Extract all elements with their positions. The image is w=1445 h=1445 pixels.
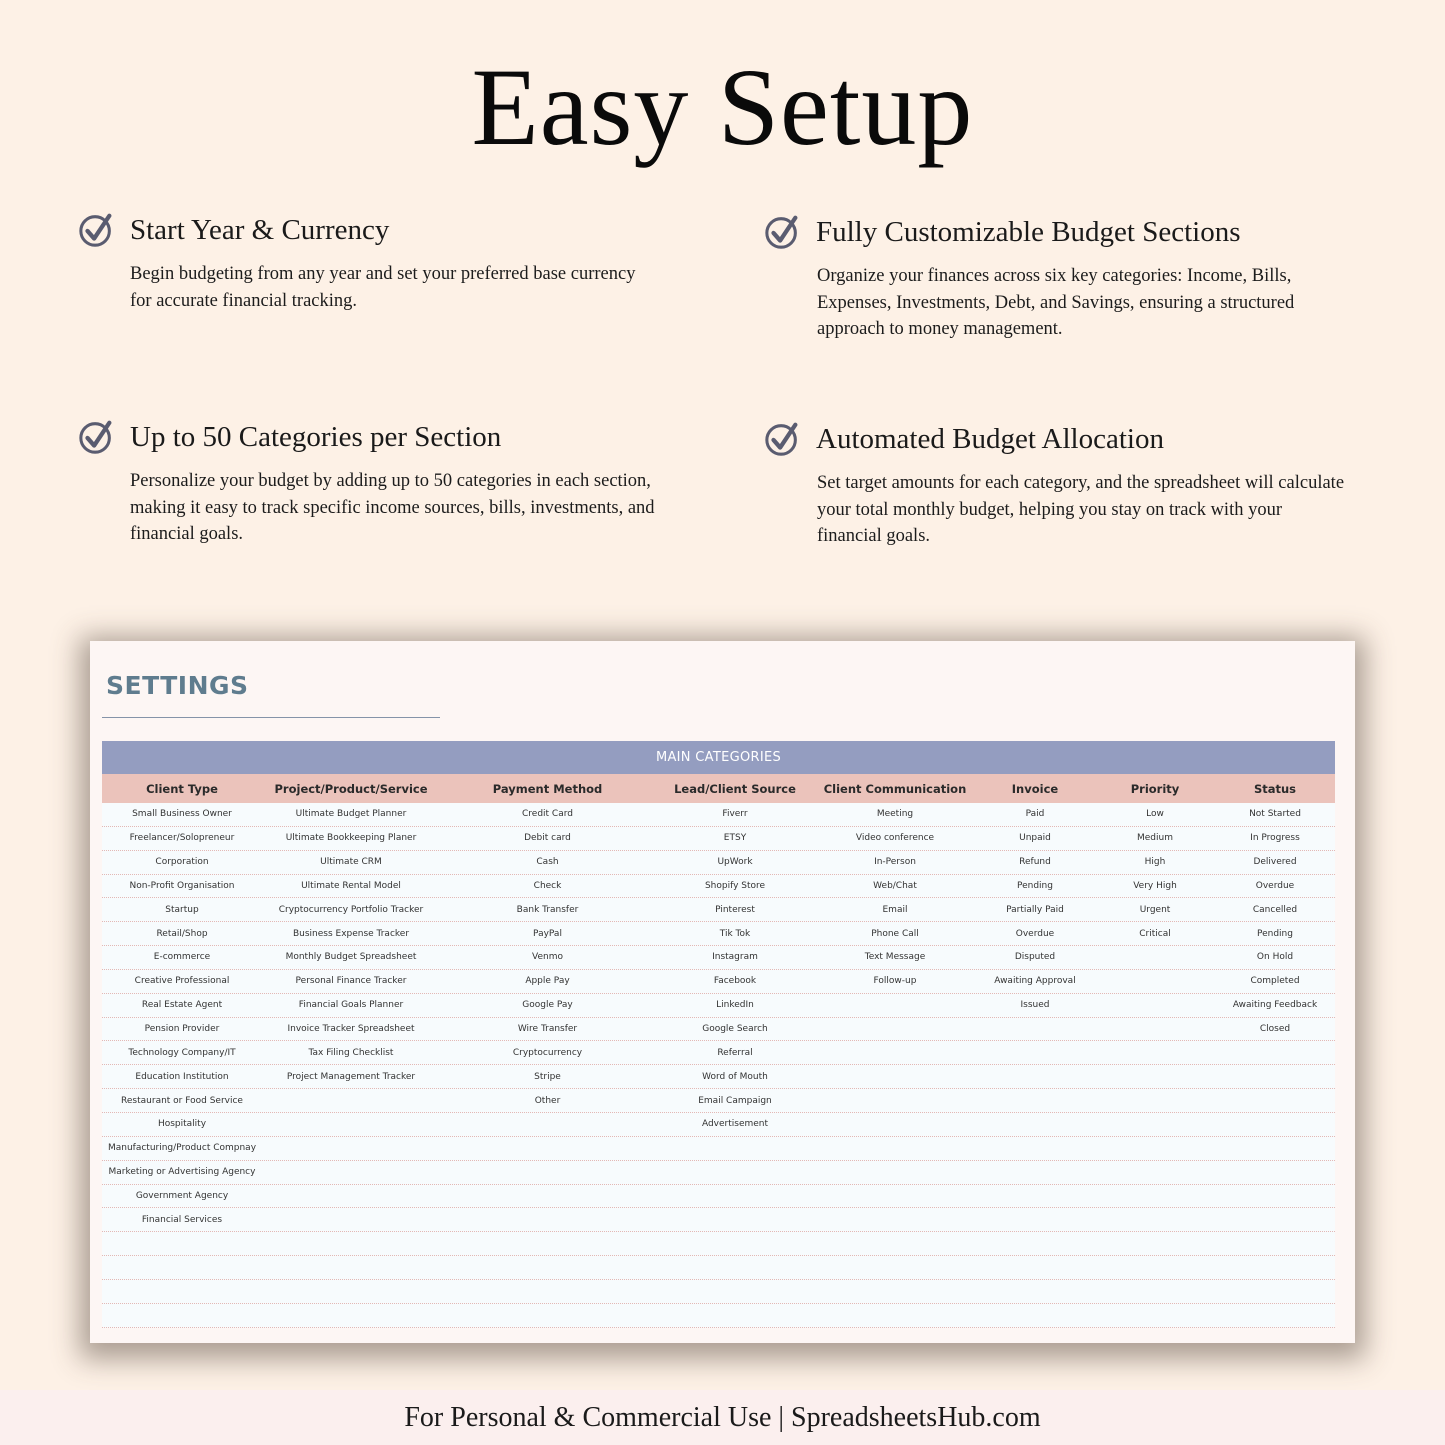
table-row [102, 1161, 1335, 1185]
table-cell[interactable]: In-Person [874, 857, 916, 868]
table-cell[interactable]: Tax Filing Checklist [308, 1047, 394, 1058]
table-row [102, 1041, 1335, 1065]
table-cell[interactable]: Cash [536, 857, 559, 868]
main-categories-header: MAIN CATEGORIES [102, 741, 1335, 774]
table-row [102, 1018, 1335, 1042]
table-row [102, 1208, 1335, 1232]
settings-sheet [90, 641, 1355, 1343]
table-cell[interactable]: Check [533, 880, 562, 891]
table-cell[interactable]: Completed [1250, 976, 1300, 987]
table-row [102, 1256, 1335, 1280]
table-cell[interactable]: Paid [1025, 809, 1045, 820]
table-cell[interactable]: Overdue [1015, 928, 1055, 939]
table-cell[interactable]: Referral [717, 1047, 753, 1058]
table-cell[interactable]: Shopify Store [704, 880, 766, 891]
table-row [102, 1137, 1335, 1161]
table-cell[interactable]: Ultimate Bookkeeping Planer [285, 833, 417, 844]
footer: For Personal & Commercial Use | SpreadsheetsHub.com [0, 1390, 1445, 1445]
table-cell[interactable]: Refund [1019, 857, 1051, 868]
table-cell[interactable]: High [1144, 857, 1166, 868]
table-cell[interactable]: Business Expense Tracker [292, 928, 410, 939]
feature-title: Start Year & Currency [130, 213, 390, 246]
table-cell[interactable]: Email Campaign [698, 1095, 772, 1106]
table-cell[interactable]: Text Message [864, 952, 926, 963]
settings-title: SETTINGS [106, 671, 249, 700]
table-cell[interactable]: Overdue [1255, 880, 1295, 891]
table-cell[interactable]: Word of Mouth [702, 1071, 768, 1082]
table-cell[interactable]: Stripe [534, 1071, 561, 1082]
categories-table [102, 741, 1335, 1328]
table-cell[interactable]: Small Business Owner [132, 809, 232, 820]
table-cell[interactable]: Hospitality [157, 1119, 207, 1130]
table-cell[interactable]: Closed [1259, 1024, 1291, 1035]
table-row [102, 875, 1335, 899]
table-row [102, 827, 1335, 851]
table-row [102, 898, 1335, 922]
check-circle-icon [78, 211, 116, 249]
table-cell[interactable]: Pinterest [715, 904, 755, 915]
table-cell[interactable]: Critical [1139, 928, 1171, 939]
feature-title: Fully Customizable Budget Sections [816, 215, 1241, 248]
table-cell[interactable]: Awaiting Feedback [1232, 1000, 1318, 1011]
table-cell[interactable]: Web/Chat [873, 880, 917, 891]
table-body [102, 803, 1335, 1328]
column-header[interactable]: Priority [1130, 781, 1180, 796]
table-cell[interactable]: Very High [1133, 880, 1177, 891]
table-cell[interactable]: Issued [1020, 1000, 1050, 1011]
table-cell[interactable]: Pension Provider [144, 1024, 220, 1035]
column-header[interactable]: Status [1253, 781, 1297, 796]
table-cell[interactable]: Instagram [712, 952, 758, 963]
feature-description: Set target amounts for each category, and the spreadsheet will calculate your total monthly budget, helping you stay on track with your financial goals. [817, 473, 1345, 546]
table-row [102, 1065, 1335, 1089]
table-cell[interactable]: LinkedIn [716, 1000, 754, 1011]
table-cell[interactable]: Personal Finance Tracker [295, 976, 407, 987]
table-cell[interactable]: Freelancer/Solopreneur [129, 833, 235, 844]
table-cell[interactable]: Email [882, 904, 908, 915]
table-cell[interactable]: Phone Call [871, 928, 919, 939]
table-row [102, 803, 1335, 827]
table-cell[interactable]: Awaiting Approval [994, 976, 1076, 987]
feature-budget-sections [764, 213, 1344, 343]
table-cell[interactable]: Debit card [524, 833, 571, 844]
table-cell[interactable]: Project Management Tracker [286, 1071, 416, 1082]
check-circle-icon [78, 418, 116, 456]
table-cell[interactable]: Urgent [1139, 904, 1171, 915]
table-cell[interactable]: PayPal [533, 928, 562, 939]
table-cell[interactable]: Invoice Tracker Spreadsheet [287, 1024, 415, 1035]
check-circle-icon [764, 420, 802, 458]
table-cell[interactable]: Government Agency [135, 1190, 229, 1201]
column-header[interactable]: Payment Method [492, 781, 603, 796]
table-row [102, 1232, 1335, 1256]
table-cell[interactable]: On Hold [1256, 952, 1294, 963]
table-cell[interactable]: Financial Goals Planner [298, 1000, 404, 1011]
feature-description: Begin budgeting from any year and set your preferred base currency for accurate financial tracking. [130, 264, 636, 311]
table-cell[interactable]: Follow-up [873, 976, 917, 987]
table-cell[interactable]: Disputed [1014, 952, 1056, 963]
feature-title: Automated Budget Allocation [816, 422, 1164, 455]
table-cell[interactable]: Fiverr [722, 809, 748, 820]
table-cell[interactable]: Video conference [855, 833, 935, 844]
table-cell[interactable]: Marketing or Advertising Agency [108, 1167, 256, 1178]
table-cell[interactable]: Apple Pay [525, 976, 570, 987]
table-cell[interactable]: Credit Card [522, 809, 573, 820]
table-cell[interactable]: In Progress [1250, 833, 1300, 844]
table-cell[interactable]: Pending [1017, 880, 1053, 891]
table-cell[interactable]: Cryptocurrency [512, 1047, 583, 1058]
table-cell[interactable]: Delivered [1253, 857, 1297, 868]
table-cell[interactable]: Ultimate CRM [320, 857, 382, 868]
feature-title: Up to 50 Categories per Section [130, 420, 502, 453]
table-cell[interactable]: Facebook [713, 976, 757, 987]
table-row [102, 970, 1335, 994]
table-cell[interactable]: Low [1146, 809, 1164, 820]
table-cell[interactable]: Pending [1257, 928, 1293, 939]
table-cell[interactable]: Other [534, 1095, 561, 1106]
feature-description: Organize your finances across six key categories: Income, Bills, Expenses, Investments, Debt, and Savings, ensuring a structured approach to money management. [817, 266, 1295, 339]
table-cell[interactable]: Technology Company/IT [128, 1047, 236, 1058]
table-row [102, 1280, 1335, 1304]
table-cell[interactable]: Wire Transfer [517, 1024, 578, 1035]
table-row [102, 1185, 1335, 1209]
table-cell[interactable]: Ultimate Rental Model [301, 880, 401, 891]
table-cell[interactable]: Meeting [876, 809, 914, 820]
feature-categories [78, 418, 658, 548]
table-cell[interactable]: Corporation [155, 857, 209, 868]
table-cell[interactable]: Financial Services [141, 1214, 223, 1225]
page-title: Easy Setup [471, 46, 974, 168]
table-row [102, 922, 1335, 946]
table-cell[interactable]: Startup [165, 904, 199, 915]
table-cell[interactable]: Monthly Budget Spreadsheet [285, 952, 417, 963]
table-row [102, 946, 1335, 970]
table-row [102, 851, 1335, 875]
table-cell[interactable]: Cryptocurrency Portfolio Tracker [278, 904, 424, 915]
table-cell[interactable]: Partially Paid [1006, 904, 1064, 915]
table-cell[interactable]: Ultimate Budget Planner [295, 809, 407, 820]
table-row [102, 1089, 1335, 1113]
table-cell[interactable]: Creative Professional [134, 976, 230, 987]
table-cell[interactable]: ETSY [723, 833, 747, 844]
table-cell[interactable]: Google Search [702, 1024, 768, 1035]
table-row [102, 1304, 1335, 1328]
table-row [102, 1113, 1335, 1137]
table-cell[interactable]: Education Institution [135, 1071, 229, 1082]
column-header[interactable]: Invoice [1011, 781, 1059, 796]
feature-start-year [78, 211, 658, 314]
table-cell[interactable]: Unpaid [1019, 833, 1051, 844]
table-cell[interactable]: Bank Transfer [516, 904, 579, 915]
table-cell[interactable]: Restaurant or Food Service [121, 1095, 243, 1106]
table-cell[interactable]: Non-Profit Organisation [129, 880, 235, 891]
column-header[interactable]: Client Communication [823, 781, 967, 796]
table-row [102, 994, 1335, 1018]
table-cell[interactable]: Cancelled [1252, 904, 1298, 915]
title-underline [102, 717, 440, 718]
column-header[interactable]: Lead/Client Source [674, 781, 796, 796]
table-cell[interactable]: Advertisement [701, 1119, 769, 1130]
table-cell[interactable]: UpWork [717, 857, 753, 868]
table-cell[interactable]: Medium [1137, 833, 1173, 844]
feature-description: Personalize your budget by adding up to 50 categories in each section, making it easy to track specific income sources, bills, investments, and financial goals. [130, 471, 655, 544]
table-cell[interactable]: Tik Tok [719, 928, 751, 939]
column-header[interactable]: Project/Product/Service [274, 781, 428, 796]
table-cell[interactable]: Not Started [1249, 809, 1301, 820]
table-cell[interactable]: E-commerce [153, 952, 211, 963]
table-cell[interactable]: Venmo [532, 952, 563, 963]
check-circle-icon [764, 213, 802, 251]
table-cell[interactable]: Google Pay [522, 1000, 573, 1011]
feature-budget-allocation [764, 420, 1344, 550]
table-cell[interactable]: Manufacturing/Product Compnay [107, 1143, 257, 1154]
table-cell[interactable]: Retail/Shop [156, 928, 208, 939]
column-header-row [102, 774, 1335, 803]
column-header[interactable]: Client Type [146, 781, 218, 796]
table-cell[interactable]: Real Estate Agent [141, 1000, 223, 1011]
